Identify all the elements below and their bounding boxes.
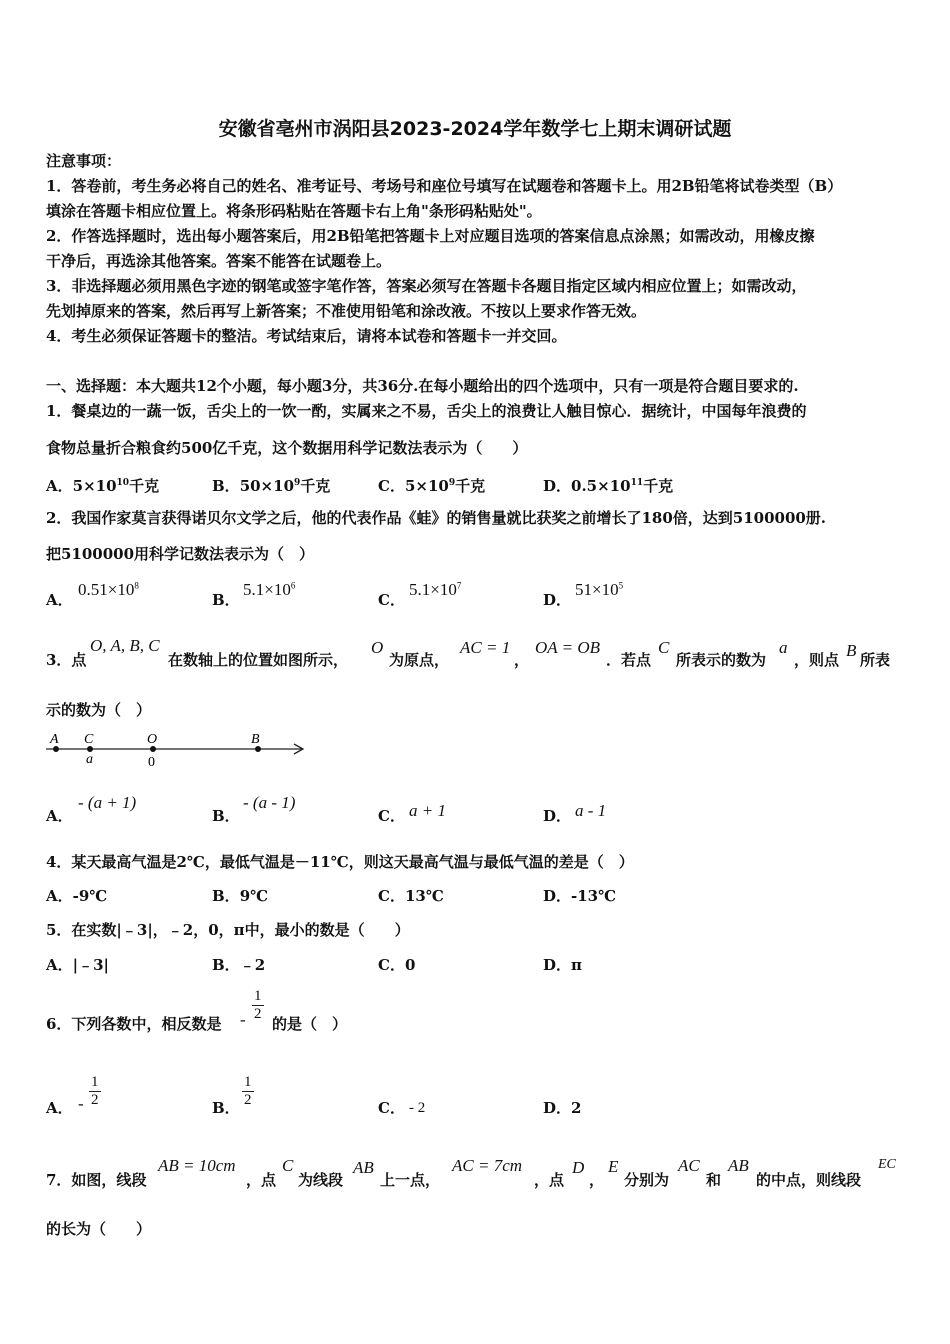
q7-ac-symbol: AC <box>678 1156 700 1175</box>
q7-ec-symbol: EC <box>878 1157 896 1172</box>
q2-option-b-value: $5.1\times 10^6$ <box>243 580 296 599</box>
q7-text: ，点 <box>246 1171 277 1189</box>
q6-option-a-fraction: $\frac{1}{2}$ <box>91 1074 99 1108</box>
q6-option-b-fraction: $\frac{1}{2}$ <box>244 1074 252 1108</box>
q6-fraction: $\frac{1}{2}$ <box>254 988 262 1022</box>
q3-option-c: C． <box>378 807 405 825</box>
question-7-stem-2: 的长为（ ） <box>46 1220 152 1238</box>
q2-option-a-value: $0.51\times 10^8$ <box>78 580 139 599</box>
q5-option-a: A．|﹣3| <box>46 956 109 974</box>
q3-option-a: A． <box>46 807 73 825</box>
point-a-label: A <box>50 732 59 747</box>
q3-text: 所表示的数为 <box>676 651 767 669</box>
q1-option-d: D．$0.5\times 10^{11}$千克 <box>543 477 674 495</box>
q3-option-b: B． <box>212 807 240 825</box>
q4-option-b: B．9℃ <box>212 887 269 905</box>
q3-c-symbol: C <box>658 638 670 657</box>
section-heading: 一、选择题：本大题共12个小题，每小题3分，共36分.在每小题给出的四个选项中，只有一项是符合题目要求的. <box>46 377 799 395</box>
question-2-stem-2: 把5100000用科学记数法表示为（ ） <box>46 545 315 563</box>
q2-option-b: B． <box>212 591 240 609</box>
page-title: 安徽省亳州市涡阳县2023-2024学年数学七上期末调研试题 <box>218 118 732 140</box>
q3-b-symbol: B <box>846 641 857 660</box>
q3-option-a-value: - (a + 1) <box>78 793 137 812</box>
notice-line: 3．非选择题必须用黑色字迹的钢笔或签字笔作答，答案必须写在答题卡各题目指定区域内相应位置上；如需改动， <box>46 277 807 295</box>
q3-option-d: D． <box>543 807 572 825</box>
q5-option-d: D．π <box>543 956 582 974</box>
q5-option-b: B．﹣2 <box>212 956 266 974</box>
q7-text: 上一点， <box>380 1171 441 1189</box>
q4-option-a: A．-9℃ <box>46 887 108 905</box>
q6-option-c-value: - 2 <box>409 1100 426 1116</box>
q7-text: ，点 <box>534 1171 565 1189</box>
q3-oa-ob: OA = OB <box>535 638 600 657</box>
notice-line: 填涂在答题卡相应位置上。将条形码粘贴在答题卡右上角"条形码粘贴处"。 <box>46 202 542 220</box>
q3-text: ．若点 <box>606 651 652 669</box>
q7-ab-length: AB = 10cm <box>158 1156 236 1175</box>
q7-c-symbol: C <box>282 1156 294 1175</box>
q6-option-d: D．2 <box>543 1099 582 1117</box>
q7-text: 的中点，则线段 <box>756 1171 862 1189</box>
notice-heading: 注意事项： <box>46 152 122 170</box>
q3-text: 为原点， <box>389 651 450 669</box>
q6-option-b: B． <box>212 1099 240 1117</box>
q3-option-b-value: - (a - 1) <box>243 793 296 812</box>
q7-comma: ， <box>589 1171 605 1189</box>
q1-option-b: B．$50\times 10^9$千克 <box>212 477 331 495</box>
q6-minus-sign: - <box>240 1010 246 1029</box>
q3-ac: AC = 1 <box>460 638 511 657</box>
point-o-label: O <box>147 732 158 747</box>
q3-points: O, A, B, C <box>90 636 160 655</box>
question-6-stem: 6．下列各数中，相反数是 <box>46 1015 222 1033</box>
q7-ac-length: AC = 7cm <box>452 1156 523 1175</box>
point-c-label: C <box>84 732 94 747</box>
q3-option-c-value: a + 1 <box>409 801 446 820</box>
q2-option-d-value: $51\times 10^5$ <box>575 580 624 599</box>
q7-d-symbol: D <box>572 1158 585 1177</box>
q3-text: 在数轴上的位置如图所示， <box>168 651 349 669</box>
question-4-stem: 4．某天最高气温是2℃，最低气温是－11℃，则这天最高气温与最低气温的差是（ ） <box>46 853 634 871</box>
q7-ab-symbol-2: AB <box>728 1156 749 1175</box>
notice-line: 先划掉原来的答案，然后再写上新答案；不准使用铅笔和涂改液。不按以上要求作答无效。 <box>46 302 647 320</box>
question-7-stem: 7．如图，线段 <box>46 1171 147 1189</box>
q6-text: 的是（ ） <box>272 1015 348 1033</box>
question-1-stem-2: 食物总量折合粮食约500亿千克，这个数据用科学记数法表示为（ ） <box>46 439 528 457</box>
point-o-value-label: 0 <box>148 755 155 770</box>
q3-option-d-value: a - 1 <box>575 801 607 820</box>
q2-option-c: C． <box>378 591 405 609</box>
question-1-stem: 1．餐桌边的一蔬一饭，舌尖上的一饮一酌，实属来之不易，舌尖上的浪费让人触目惊心．据统计，中国每年浪费的 <box>46 402 807 420</box>
q7-text: 和 <box>706 1171 722 1189</box>
notice-line: 4．考生必须保证答题卡的整洁。考试结束后，请将本试卷和答题卡一并交回。 <box>46 327 567 345</box>
notice-line: 1．答卷前，考生务必将自己的姓名、准考证号、考场号和座位号填写在试题卷和答题卡上。用2B铅笔将试卷类型（B） <box>46 177 843 195</box>
question-3-start: 3．点 <box>46 651 87 669</box>
q2-option-d: D． <box>543 591 572 609</box>
question-5-stem: 5．在实数|﹣3|，﹣2，0，π中，最小的数是（ ） <box>46 921 410 939</box>
q3-text: ，则点 <box>794 651 840 669</box>
q3-text: 所表 <box>860 651 891 669</box>
q1-option-a: A．$5\times 10^{10}$千克 <box>46 477 160 495</box>
q3-comma: ， <box>514 651 530 669</box>
number-line-figure <box>44 730 308 772</box>
q3-origin-symbol: O <box>371 638 384 657</box>
q4-option-c: C．13℃ <box>378 887 444 905</box>
question-2-stem: 2．我国作家莫言获得诺贝尔文学之后，他的代表作品《蛙》的销售量就比获奖之前增长了180倍，达到5100000册. <box>46 509 827 527</box>
q2-option-c-value: $5.1\times 10^7$ <box>409 580 462 599</box>
point-c-value-label: a <box>86 752 93 767</box>
q6-option-a: A． <box>46 1099 73 1117</box>
q2-option-a: A． <box>46 591 73 609</box>
q6-option-c: C． <box>378 1099 405 1117</box>
q7-ab-symbol: AB <box>353 1158 374 1177</box>
q7-e-symbol: E <box>608 1157 619 1176</box>
q7-text: 分别为 <box>624 1171 670 1189</box>
point-b-label: B <box>251 732 260 747</box>
q3-a-symbol: a <box>779 638 788 657</box>
q7-text: 为线段 <box>298 1171 344 1189</box>
q4-option-d: D．-13℃ <box>543 887 617 905</box>
q6-option-a-sign: - <box>78 1094 84 1113</box>
notice-line: 干净后，再选涂其他答案。答案不能答在试题卷上。 <box>46 252 392 270</box>
question-3-stem-2: 示的数为（ ） <box>46 701 152 719</box>
notice-line: 2．作答选择题时，选出每小题答案后，用2B铅笔把答题卡上对应题目选项的答案信息点涂黑；如需改动，用橡皮擦 <box>46 227 815 245</box>
q5-option-c: C．0 <box>378 956 416 974</box>
q1-option-c: C．$5\times 10^9$千克 <box>378 477 486 495</box>
